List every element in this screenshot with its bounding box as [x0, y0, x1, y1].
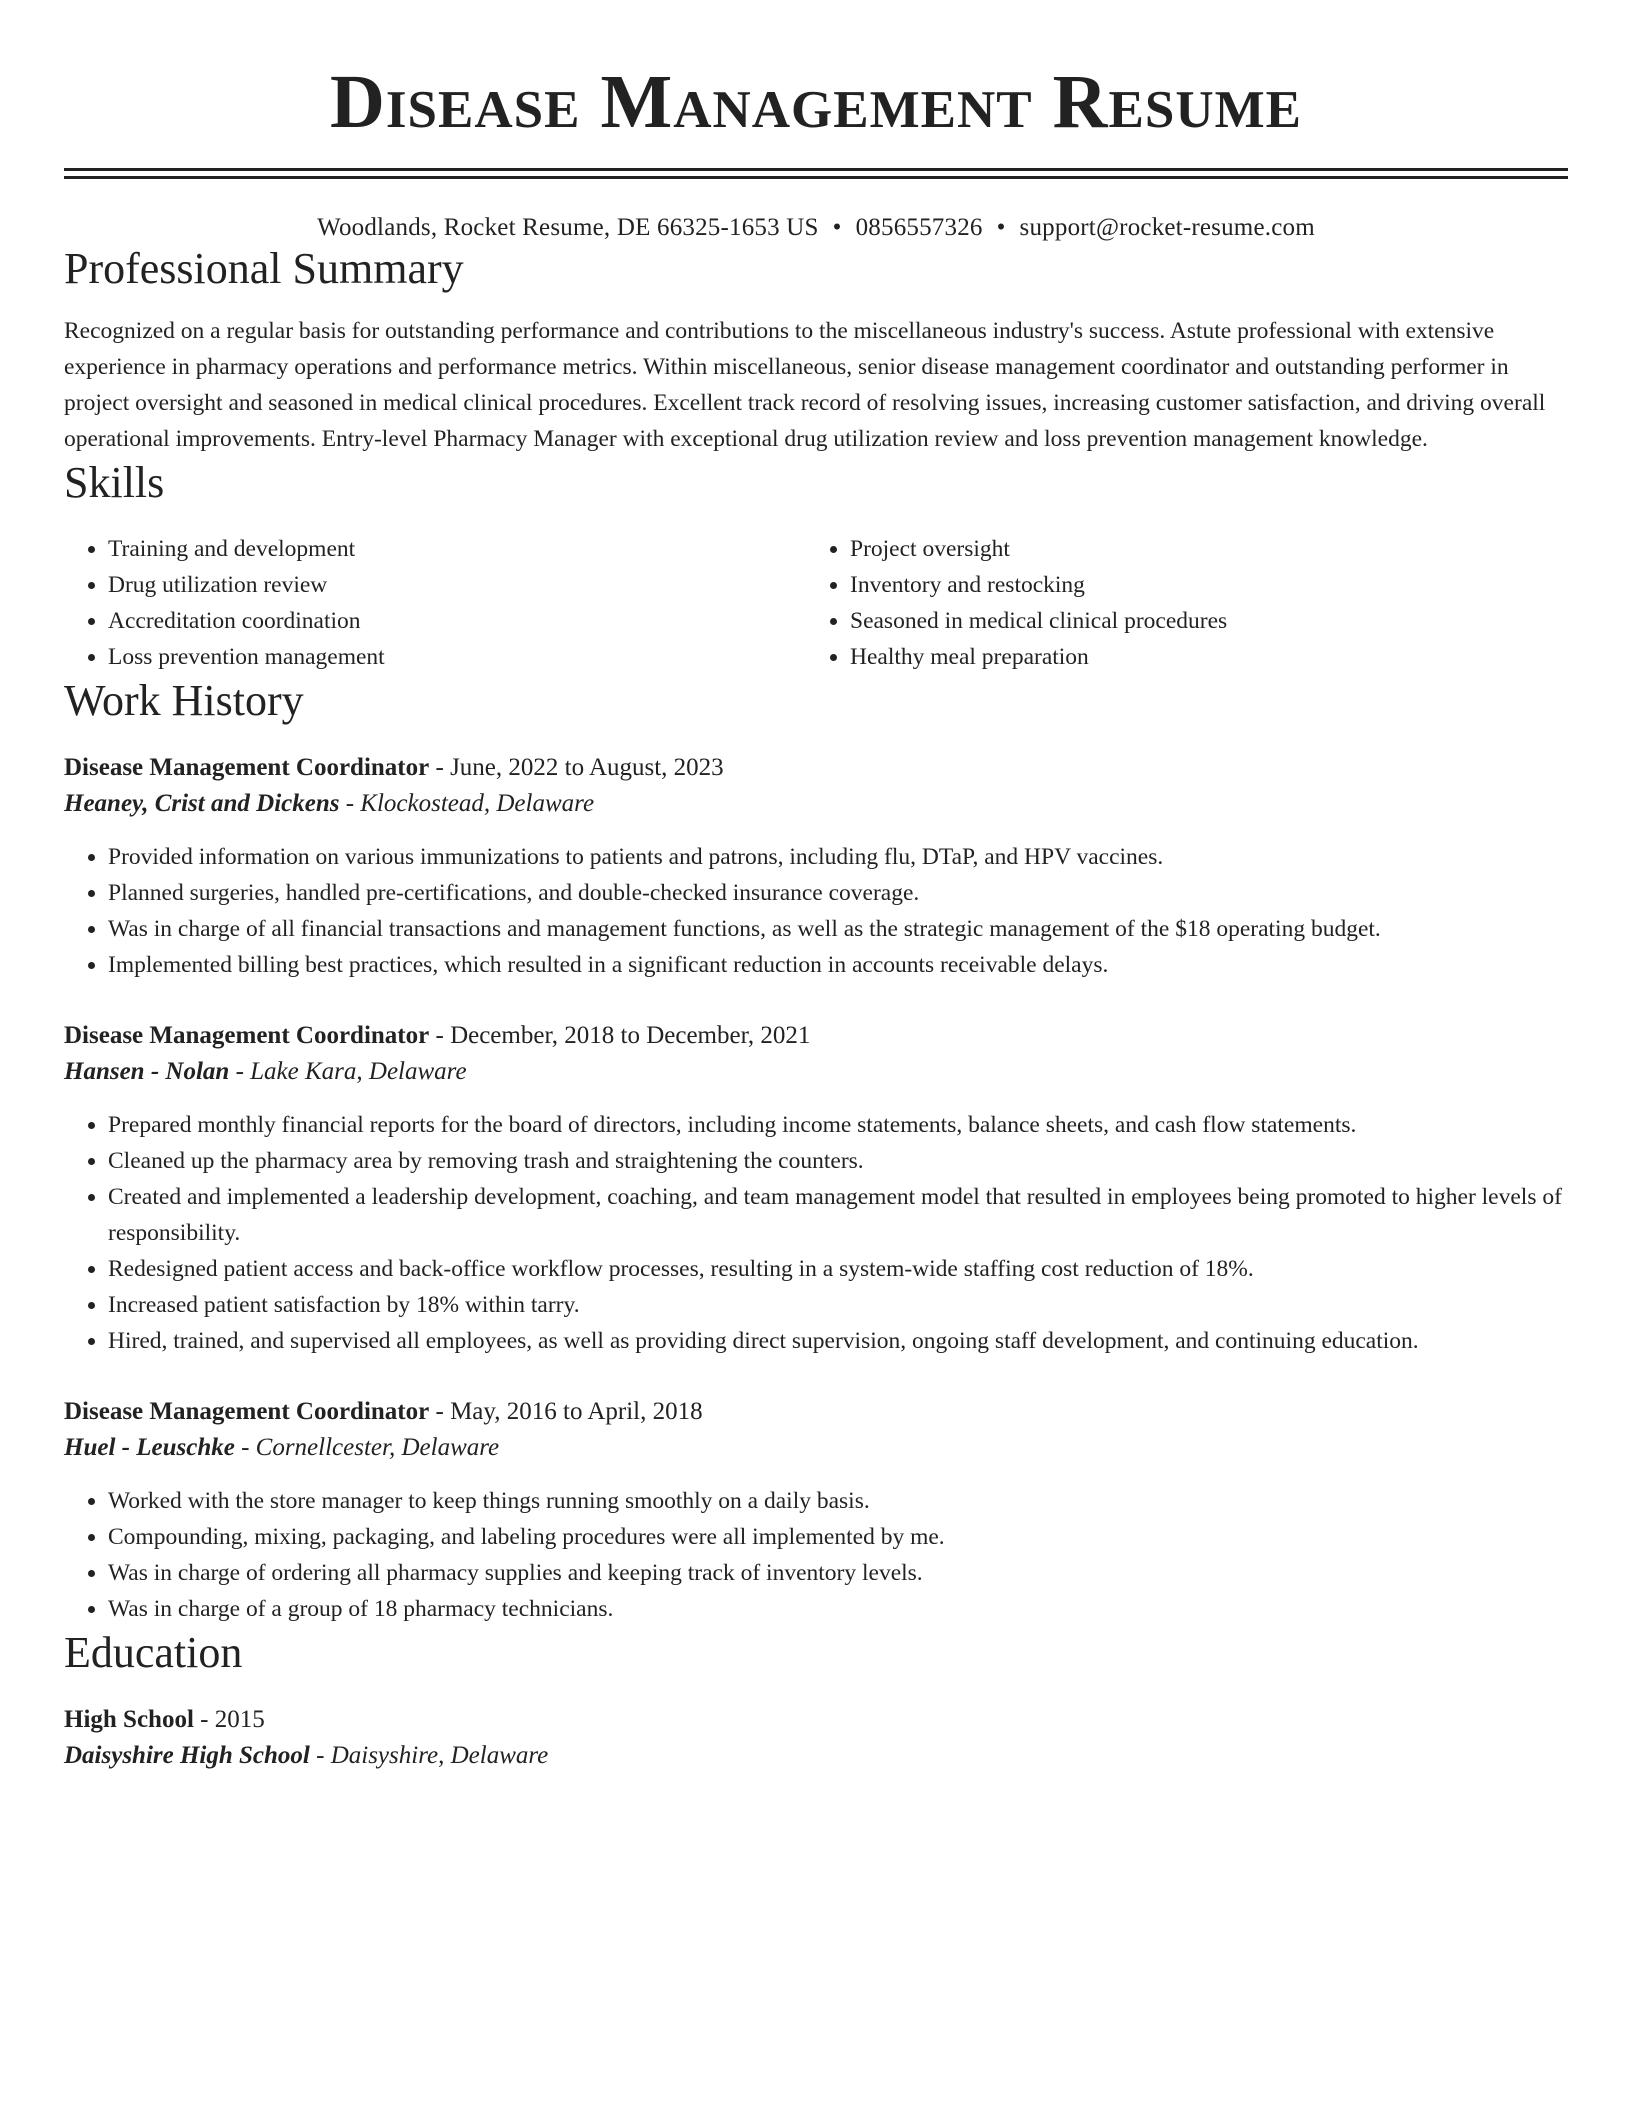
job-bullets	[64, 1107, 1568, 1359]
school-name: Daisyshire High School	[64, 1742, 310, 1769]
skills-grid	[64, 531, 1568, 675]
job-bullet: • Created and implemented a leadership development, coaching, and team management model that resulted in employees being promoted to higher levels of responsibility.	[108, 1179, 1568, 1251]
job-title: Disease Management Coordinator	[64, 1022, 430, 1049]
job-bullet: • Compounding, mixing, packaging, and labeling procedures were all implemented by me.	[108, 1519, 1568, 1555]
skills-list-left	[64, 531, 806, 675]
education-heading: Education	[64, 1628, 243, 1677]
job-bullet: • Worked with the store manager to keep things running smoothly on a daily basis.	[108, 1483, 1568, 1519]
school-location: Daisyshire, Delaware	[330, 1742, 549, 1769]
job-bullet: • Was in charge of a group of 18 pharmacy technicians.	[108, 1591, 1568, 1627]
skills-list-right	[806, 531, 1548, 675]
job-bullets	[64, 839, 1568, 983]
employer-name: Huel - Leuschke	[64, 1434, 235, 1461]
contact-line	[64, 213, 1568, 243]
work-history-heading: Work History	[64, 676, 304, 725]
job-bullet: • Increased patient satisfaction by 18% within tarry.	[108, 1287, 1568, 1323]
skill-item: • Project oversight	[850, 531, 1548, 567]
job-dates: June, 2022 to August, 2023	[450, 754, 724, 781]
title-divider-bottom	[64, 176, 1568, 179]
contact-email: support@rocket-resume.com	[1019, 214, 1315, 241]
employer-name: Hansen - Nolan	[64, 1058, 230, 1085]
employer-line: Huel - Leuschke - Cornellcester, Delaware	[64, 1434, 500, 1461]
job-title: Disease Management Coordinator	[64, 1398, 430, 1425]
graduation-year: 2015	[214, 1706, 265, 1733]
job-title: Disease Management Coordinator	[64, 754, 430, 781]
summary-heading: Professional Summary	[64, 244, 464, 293]
skill-item: • Healthy meal preparation	[850, 639, 1548, 675]
employer-line: Hansen - Nolan - Lake Kara, Delaware	[64, 1058, 467, 1085]
degree-line: High School - 2015	[64, 1706, 265, 1733]
job-entry	[64, 751, 1568, 983]
title-divider-top	[64, 168, 1568, 171]
resume-title: Disease Management Resume	[330, 60, 1302, 144]
contact-separator: •	[996, 214, 1006, 241]
job-bullet: • Redesigned patient access and back-office workflow processes, resulting in a system-wide staffing cost reduction of 18%.	[108, 1251, 1568, 1287]
skill-item: • Inventory and restocking	[850, 567, 1548, 603]
employer-location: Lake Kara, Delaware	[250, 1058, 467, 1085]
job-bullet: • Cleaned up the pharmacy area by removing trash and straightening the counters.	[108, 1143, 1568, 1179]
employer-line: Heaney, Crist and Dickens - Klockostead, Delaware	[64, 790, 595, 817]
skill-item: • Training and development	[108, 531, 806, 567]
education-section	[64, 1627, 1568, 1775]
employer-location: Klockostead, Delaware	[360, 790, 595, 817]
contact-separator: •	[832, 214, 842, 241]
job-bullet: • Implemented billing best practices, which resulted in a significant reduction in accounts receivable delays.	[108, 947, 1568, 983]
skill-item: • Accreditation coordination	[108, 603, 806, 639]
school-line: Daisyshire High School - Daisyshire, Delaware	[64, 1742, 549, 1769]
job-bullet: • Was in charge of all financial transactions and management functions, as well as the strategic management of the $18 operating budget.	[108, 911, 1568, 947]
job-bullet: • Planned surgeries, handled pre-certifications, and double-checked insurance coverage.	[108, 875, 1568, 911]
education-entry	[64, 1703, 1568, 1775]
degree-name: High School	[64, 1706, 194, 1733]
skills-heading: Skills	[64, 458, 165, 507]
skill-item: • Drug utilization review	[108, 567, 806, 603]
summary-section	[64, 243, 1568, 457]
skill-item: • Seasoned in medical clinical procedures	[850, 603, 1548, 639]
skills-section	[64, 457, 1568, 675]
job-bullet: • Was in charge of ordering all pharmacy supplies and keeping track of inventory levels.	[108, 1555, 1568, 1591]
employer-name: Heaney, Crist and Dickens	[64, 790, 340, 817]
skill-item: • Loss prevention management	[108, 639, 806, 675]
job-title-line: Disease Management Coordinator - June, 2022 to August, 2023	[64, 754, 724, 781]
job-dates: December, 2018 to December, 2021	[450, 1022, 811, 1049]
skills-column-left	[64, 531, 806, 675]
job-title-line: Disease Management Coordinator - May, 2016 to April, 2018	[64, 1398, 703, 1425]
job-title-line: Disease Management Coordinator - December, 2018 to December, 2021	[64, 1022, 811, 1049]
employer-location: Cornellcester, Delaware	[255, 1434, 500, 1461]
contact-address: Woodlands, Rocket Resume, DE 66325-1653 US	[317, 214, 819, 241]
job-bullet: • Prepared monthly financial reports for the board of directors, including income statements, balance sheets, and cash flow statements.	[108, 1107, 1568, 1143]
contact-phone: 0856557326	[855, 214, 983, 241]
job-bullets	[64, 1483, 1568, 1627]
job-entry	[64, 1395, 1568, 1627]
job-bullet: • Provided information on various immunizations to patients and patrons, including flu, DTaP, and HPV vaccines.	[108, 839, 1568, 875]
skills-column-right	[806, 531, 1548, 675]
job-bullet: • Hired, trained, and supervised all employees, as well as providing direct supervision, ongoing staff development, and continuing education.	[108, 1323, 1568, 1359]
job-entry	[64, 1019, 1568, 1359]
work-history-section	[64, 675, 1568, 1627]
summary-text: Recognized on a regular basis for outstanding performance and contributions to the miscellaneous industry's success. Astute professional with extensive experience in pharmacy operations and performance metrics. Within miscellaneous, senior disease management coordinator and outstanding performer in project oversight and seasoned in medical clinical procedures. Excellent track record of resolving issues, increasing customer satisfaction, and driving overall operational improvements. Entry-level Pharmacy Manager with exceptional drug utilization review and loss prevention management knowledge.	[64, 318, 1546, 452]
job-dates: May, 2016 to April, 2018	[450, 1398, 703, 1425]
